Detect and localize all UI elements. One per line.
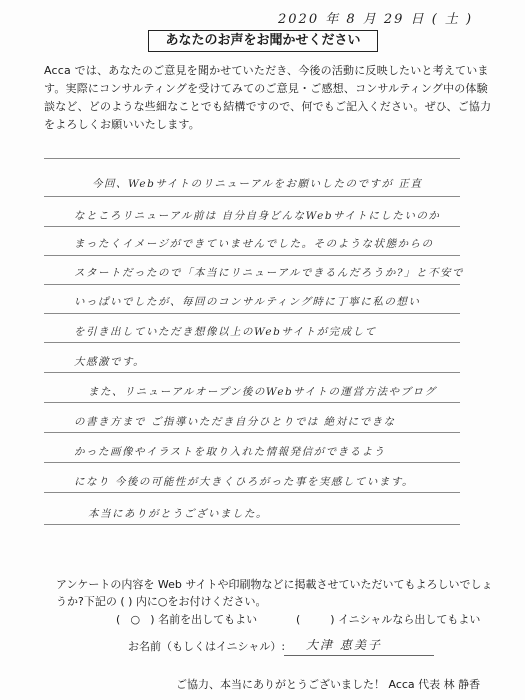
ruled-line [44,284,460,285]
option-mark: ○ [130,613,141,626]
comment-line: 本当にありがとうございました。 [88,508,268,520]
ruled-line [44,255,460,256]
comment-line: かった画像やイラストを取り入れた情報発信ができるよう [74,446,386,458]
comment-line: を引き出していただき想像以上のWebサイトが完成して [74,326,377,338]
intro-paragraph: Acca では、あなたのご意見を聞かせていただき、今後の活動に反映したいと考えています。実際にコンサルティングを受けてみてのご意見・ご感想、コンサルティング中の体験談など、どのような些細なことでも結構ですので、何でもご記入ください。ぜひ、ご協力をよろしくお願いいたします。 [44,64,492,131]
name-underline [284,655,434,656]
option-label: 名前を出してもよい [158,613,258,626]
comment-line: なところリニューアル前は 自分自身どんなWebサイトにしたいのか [74,210,441,222]
comment-line: 今回、Webサイトのリニューアルをお願いしたのですが 正直 [92,178,423,190]
comment-line: また、リニューアルオープン後のWebサイトの運営方法やブログ [88,386,437,398]
comment-line: の書き方まで ご指導いただき自分ひとりでは 絶対にできな [74,416,396,428]
form-title: あなたのお声をお聞かせください [148,30,378,52]
permission-question: アンケートの内容を Web サイトや印刷物などに掲載させていただいてもよろしいでしょうか?下記の ( ) 内に○をお付けください。 [56,578,493,608]
ruled-line [44,372,460,373]
option-name-ok[interactable]: ( ○ ) 名前を出してもよい [116,611,257,629]
name-field-label: お名前（もしくはイニシャル）: [128,640,286,653]
ruled-line [44,524,460,525]
option-initials-ok[interactable]: ( ) イニシャルなら出してもよい [296,613,481,626]
ruled-line [44,313,460,314]
ruled-line [44,402,460,403]
comment-line: まったくイメージができていませんでした。そのような状態からの [74,238,434,250]
comment-line: いっぱいでしたが、毎回のコンサルティング時に丁寧に私の想い [74,296,421,308]
comment-line: 大感激です。 [74,356,146,368]
footer-thanks: ご協力、本当にありがとうございました！ Acca 代表 林 静香 [176,678,481,691]
ruled-line [44,462,460,463]
ruled-line [44,196,460,197]
ruled-line [44,492,460,493]
comment-line: スタートだったので「本当にリニューアルできるんだろうか?」と不安で [74,267,464,279]
name-field-value[interactable]: 大津 恵美子 [306,638,382,652]
handwritten-date: 2020 年 8 月 29 日 ( 土 ) [278,12,474,27]
ruled-line [44,226,460,227]
option-label: イニシャルなら出してもよい [338,613,481,626]
comment-area [44,158,464,533]
ruled-line [44,158,460,159]
ruled-line [44,432,460,433]
ruled-line [44,342,460,343]
comment-line: になり 今後の可能性が大きくひろがった事を実感しています。 [74,476,414,488]
